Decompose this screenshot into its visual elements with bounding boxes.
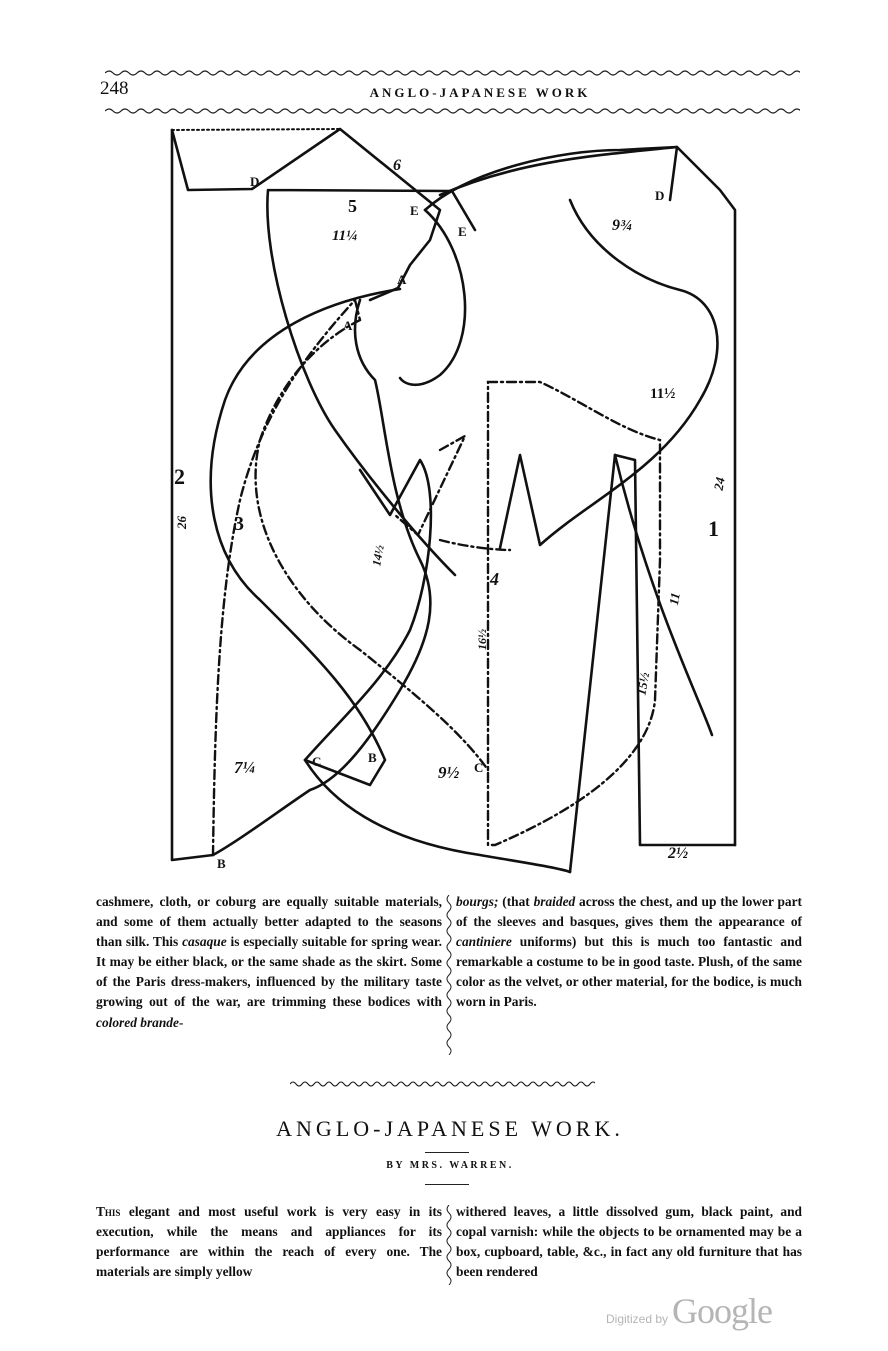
column-separator-wavy [444,895,454,1055]
label-3: 3 [234,513,244,535]
piece-1-armhole [500,200,717,548]
continued-text-right-column [456,892,802,1013]
label-1: 1 [708,516,719,541]
article-left-column [96,1202,442,1282]
running-title: ANGLO-JAPANESE WORK [369,85,591,100]
label-26: 26 [174,516,189,529]
letter-E-right: E [458,224,467,239]
label-5: 5 [348,196,357,216]
italic-term: cantiniere [456,934,512,950]
letter-C-left: C [312,754,322,769]
letter-B-middle: B [368,750,377,765]
label-9-3q: 9¾ [612,217,632,234]
letter-C-right: C [474,760,484,775]
watermark-prefix: Digitized by [606,1312,669,1326]
piece-1-outline [425,147,735,845]
italic-term: braided [533,894,576,909]
label-2h: 2½ [668,845,688,862]
label-14h: 14½ [369,543,387,568]
letter-E-left: E [410,203,419,218]
piece-3-sleeve [305,460,431,760]
piece-4-outline [488,382,660,845]
opening-word: This [96,1204,121,1219]
italic-term: bourgs; [456,894,499,909]
text-run: is especially suitable for spring wear. It may be either black, or the same shade as the skirt. Some of the Paris dress-makers, influenced by the military taste growing out of the war, are trimming these bodices with [96,934,442,1010]
text-run: across the chest, and up the lower part of the sleeves and basques, gives them the appearance of [456,894,802,930]
text-run: (that [498,894,534,909]
article-column-separator [444,1205,454,1285]
text-run: cashmere, cloth, or coburg are equally suitable materials, and some of them actually better adapted to the seasons than silk. This [96,894,442,950]
page-number: 248 [100,78,129,99]
piece-2-outline [172,130,213,860]
letter-D-right: D [655,188,665,203]
article-right-column [456,1202,802,1282]
letter-A-lower: A [343,318,353,333]
piece-5-outline [267,190,475,575]
label-15h: 15½ [633,671,653,697]
label-4: 4 [490,569,499,589]
italic-term: casaque [182,934,227,950]
google-logo: Google [672,1291,773,1331]
letter-A-upper: A [397,272,407,287]
piece-1-side [615,455,712,735]
letter-D-left: D [250,174,260,189]
byline-underline [425,1184,469,1185]
label-2: 2 [174,464,185,489]
title-underline [425,1152,469,1153]
label-16h: 16½ [475,629,489,650]
italic-term: colored brande- [96,1014,184,1030]
label-11q: 11¼ [332,228,358,244]
article-title: ANGLO-JAPANESE WORK. [276,1116,624,1141]
label-11: 11 [665,591,683,607]
label-7q: 7¼ [234,758,256,777]
text-run: uniforms) but this is much too fantastic and remarkable a costume to be in good taste. Plush, of the same color as the velvet, or other material, for the bodice, is much worn in Paris. [456,934,802,1010]
letter-B-bottom: B [217,856,226,871]
text-run: elegant and most useful work is very easy in its execution, while the means and appliances for its performance are within the reach of every one. The materials are simply yellow [96,1204,442,1280]
label-11h: 11½ [650,386,676,402]
label-9h: 9½ [438,763,460,782]
continued-text-left-column [96,892,442,1033]
label-6: 6 [393,157,401,174]
label-24: 24 [710,476,728,492]
article-byline: BY MRS. WARREN. [386,1160,514,1171]
section-wavy-rule [290,1079,595,1089]
text-run: withered leaves, a little dissolved gum, black paint, and copal varnish: while the objects to be ornamented may be a box, cupboard, table, &c., in fact any old furniture that has been rendered [456,1204,802,1280]
piece-2-top-dotted [172,129,340,130]
digitized-by-google-watermark [606,1290,772,1332]
